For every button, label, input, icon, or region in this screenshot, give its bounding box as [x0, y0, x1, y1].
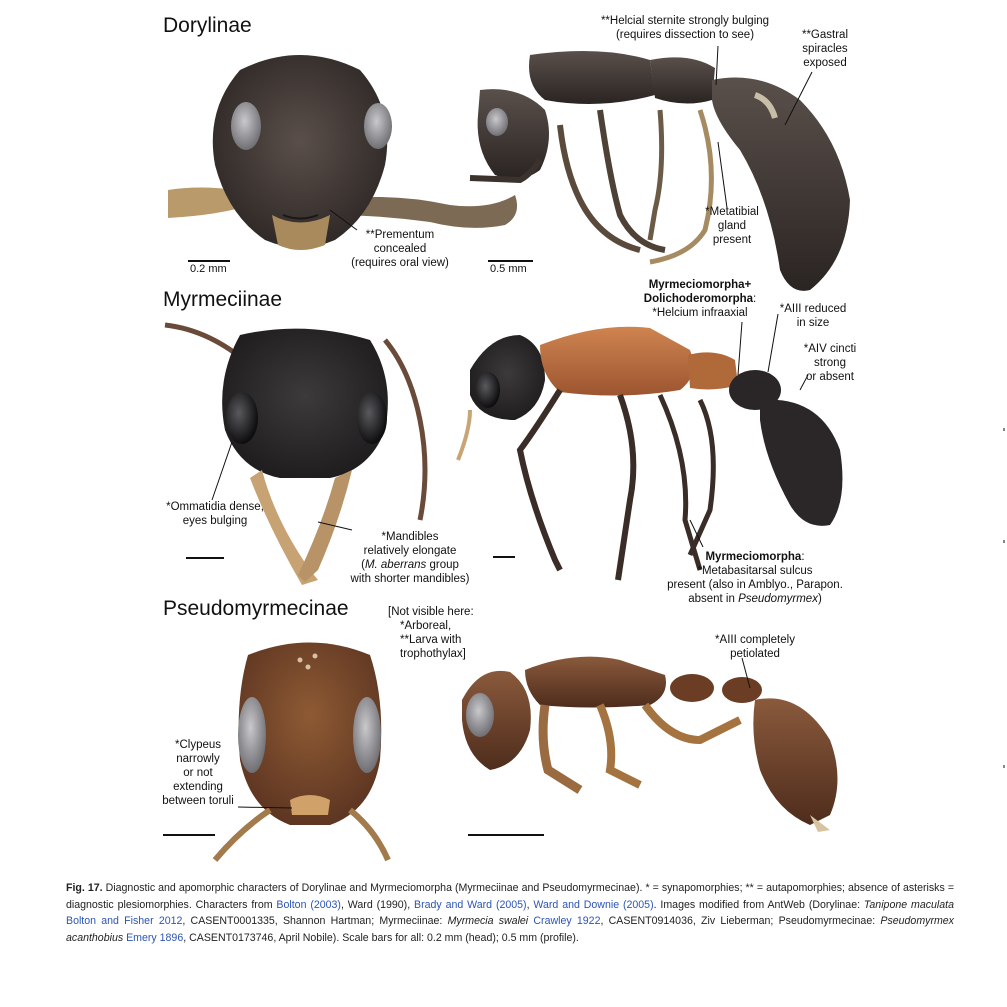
citation-link[interactable]: Bolton (2003) [276, 898, 341, 911]
label-line: or absent [806, 371, 854, 383]
label-line: (requires oral view) [351, 257, 449, 269]
pseudomyrmecinae-profile-image [462, 657, 838, 832]
caption-text: . Images modified from AntWeb (Dorylinae: [653, 898, 864, 911]
label-line: trophothylax] [400, 648, 466, 660]
caption-text: , [526, 898, 534, 911]
taxon-name: Tanipone maculata [863, 898, 954, 911]
section-title-myrmeciinae: Myrmeciinae [163, 288, 283, 311]
scale-bar-pseudo-head [163, 834, 215, 836]
scale-bar-head [188, 260, 230, 262]
label-line: **Larva with [400, 634, 462, 646]
label-line: strong [814, 357, 846, 369]
label-line: in size [796, 317, 830, 329]
label-line: [Not visible here: [388, 606, 474, 618]
label-aiv-cincti [795, 342, 865, 384]
label-gastral-spiracles [790, 28, 860, 70]
label-line: relatively elongate [363, 545, 457, 557]
dorylinae-head-image [168, 55, 517, 250]
label-line: (requires dissection to see) [615, 29, 755, 41]
caption-body [66, 882, 954, 944]
label-line: *Arboreal, [400, 620, 452, 632]
label-line: **Prementum [365, 229, 435, 241]
scale-label-head: 0.2 mm [190, 263, 227, 275]
label-line: *Helcium infraaxial [652, 307, 748, 319]
figure-number: Fig. 17. [66, 882, 103, 894]
label-metabasitarsal-sulcus [645, 550, 865, 606]
scale-label-profile: 0.5 mm [490, 263, 527, 275]
label-line: *Clypeus [174, 739, 222, 751]
taxon-name: Pseudomyrmex acanthobius [66, 915, 954, 944]
label-line: (M. aberrans group [361, 559, 459, 571]
page-edge-mark [1003, 428, 1005, 431]
label-line: present (also in Amblyo., Parapon. [667, 579, 843, 591]
label-line: present [712, 234, 752, 246]
label-aiii-petiolated [700, 633, 810, 661]
caption-text: , Ward (1990), [340, 898, 415, 911]
label-text: group [426, 559, 459, 571]
citation-link[interactable]: Bolton and Fisher 2012 [66, 915, 183, 927]
label-not-visible [388, 605, 498, 661]
figure-caption [66, 880, 954, 946]
pseudomyrmecinae-head-image [215, 643, 388, 861]
label-line: narrowly [176, 753, 220, 765]
clade-name: Dolichoderomorpha [643, 293, 754, 305]
label-helcial-sternite [590, 14, 780, 42]
label-line: between toruli [162, 795, 234, 807]
label-line: with shorter mandibles) [350, 573, 470, 585]
citation-link[interactable]: Ward and Downie (2005) [533, 898, 654, 911]
taxon-name: Myrmecia swalei [447, 915, 529, 927]
citation-link[interactable]: Brady and Ward (2005) [414, 898, 527, 911]
label-line: Dolichoderomorpha: [643, 293, 757, 305]
label-line: **Gastral [801, 29, 849, 41]
clade-name: Myrmeciomorpha [705, 551, 802, 563]
caption-text: Diagnostic and apomorphic characters of Dorylinae and Myrmeciomorpha (Myrmeciinae and Pseudomyrmecinae). * = synapomorphies; ** = autapomorphies; absence of asterisks = diagnostic plesiomorphies. Characters from [66, 882, 955, 911]
label-line: exposed [803, 57, 847, 69]
label-helcium-infraaxial [625, 278, 775, 320]
scale-bar-myrmecia-head [186, 557, 224, 559]
page-edge-mark [1003, 540, 1005, 543]
label-line [625, 278, 775, 292]
label-line: *Mandibles [381, 531, 439, 543]
label-clypeus [158, 738, 238, 808]
label-line: absent in Pseudomyrmex) [688, 593, 822, 605]
clade-name: Myrmeciomorpha+ [648, 279, 752, 291]
caption-text: , CASENT0914036, Ziv Lieberman; Pseudomyrmecinae: [600, 915, 881, 927]
dorylinae-profile-image [470, 51, 850, 291]
label-line: *Ommatidia dense, [166, 501, 264, 513]
scale-bar-pseudo-profile [468, 834, 544, 836]
label-line: or not [183, 767, 213, 779]
label-line: gland [717, 220, 747, 232]
label-line: eyes bulging [182, 515, 248, 527]
label-line: extending [173, 781, 223, 793]
label-line: *Metatibial [705, 206, 759, 218]
label-line: *AIII reduced [779, 303, 847, 315]
caption-text: , CASENT0001335, Shannon Hartman; Myrmeciinae: [182, 915, 448, 927]
label-line: *Metabasitarsal sulcus [697, 565, 813, 577]
section-title-dorylinae: Dorylinae [163, 14, 252, 37]
label-line: *AIV cincti [803, 343, 857, 355]
taxon-name: Pseudomyrmex [738, 593, 818, 605]
label-line: spiracles [802, 43, 848, 55]
label-line: concealed [373, 243, 427, 255]
citation-link[interactable]: Crawley 1922 [533, 915, 601, 927]
label-ommatidia [160, 500, 270, 528]
section-title-pseudomyrmecinae: Pseudomyrmecinae [163, 597, 349, 620]
scale-bar-profile [488, 260, 533, 262]
caption-text: , CASENT0173746, April Nobile). Scale bars for all: 0.2 mm (head); 0.5 mm (profile). [183, 931, 579, 944]
label-line: **Helcial sternite strongly bulging [600, 15, 770, 27]
label-metatibial-gland [697, 205, 767, 247]
myrmeciinae-profile-image [458, 327, 842, 580]
label-line: Myrmeciomorpha: [705, 551, 805, 563]
label-mandibles [335, 530, 485, 586]
label-text: absent in [688, 593, 739, 605]
label-aiii-reduced [768, 302, 858, 330]
label-line: *AIII completely [715, 634, 795, 646]
citation-link[interactable]: Emery 1896 [126, 931, 184, 944]
taxon-name: M. aberrans [364, 559, 427, 571]
page-edge-mark [1003, 765, 1005, 768]
label-line: petiolated [730, 648, 780, 660]
scale-bar-myrmecia-profile [493, 556, 515, 558]
label-prementum [340, 228, 460, 270]
